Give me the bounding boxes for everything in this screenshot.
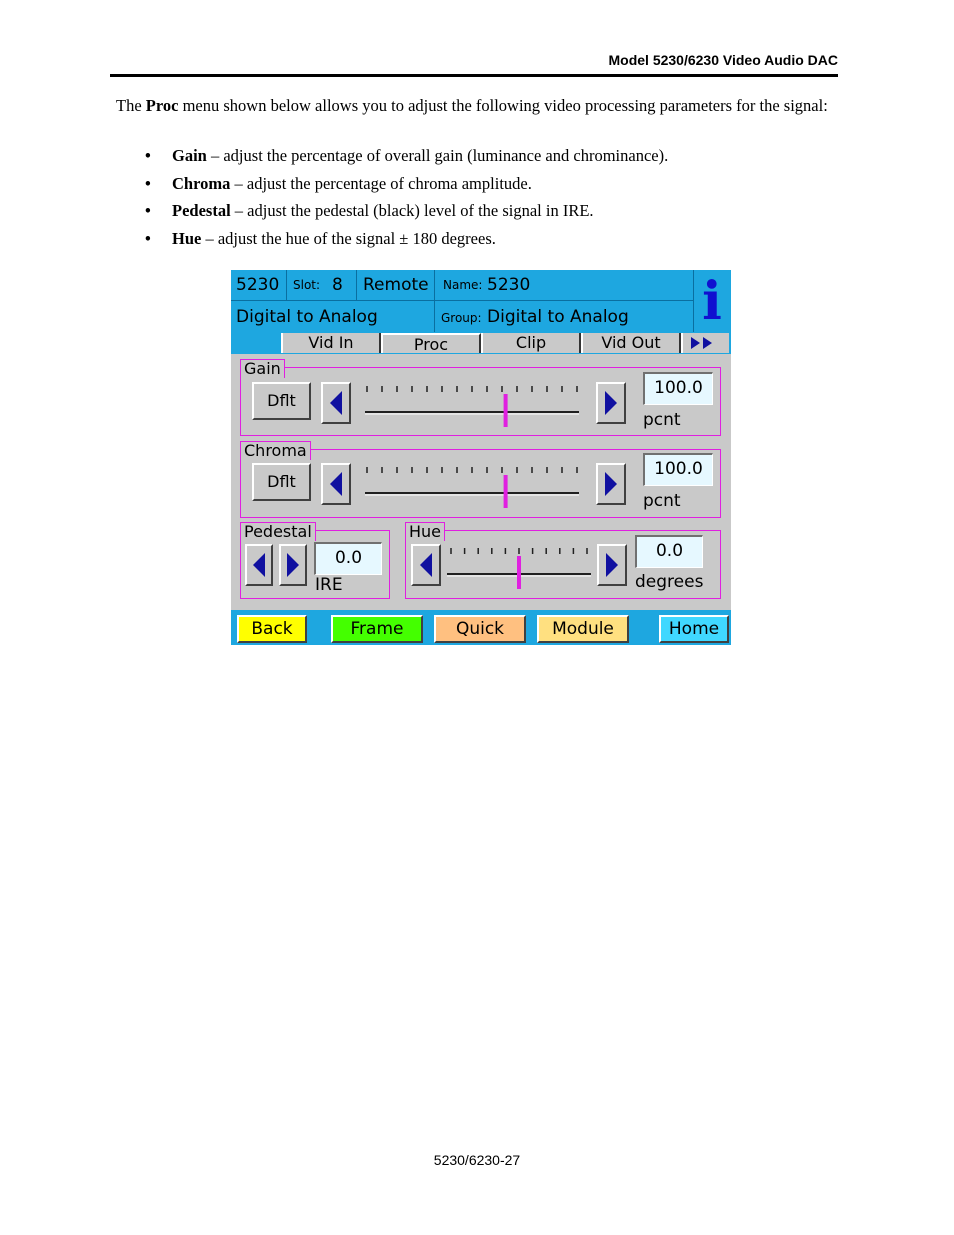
hue-label: Hue (405, 522, 445, 541)
module-description: Digital to Analog (236, 307, 378, 327)
page-number: 5230/6230-27 (433, 1152, 521, 1168)
slot-label: Slot: (293, 278, 321, 292)
gain-default-button[interactable]: Dflt (252, 382, 311, 420)
chroma-decrease-button[interactable] (321, 463, 351, 505)
intro-pre: The (116, 96, 146, 115)
gain-unit: pcnt (643, 410, 681, 430)
parameter-list (145, 145, 668, 255)
list-item: • Gain – adjust the percentage of overall gain (luminance and chrominance). (145, 146, 669, 165)
mode-status: Remote (363, 275, 429, 295)
group-label: Group: (441, 311, 482, 325)
intro-post: menu shown below allows you to adjust the following video processing parameters for the signal: (178, 96, 828, 115)
tab-proc[interactable]: Proc (381, 333, 481, 353)
chroma-default-button[interactable]: Dflt (252, 463, 311, 501)
name-value: 5230 (487, 275, 531, 295)
slider-ticks (451, 548, 587, 554)
arrow-left-icon (329, 471, 343, 497)
gain-value[interactable]: 100.0 (643, 372, 713, 405)
module-button[interactable]: Module (537, 615, 629, 643)
bullet-text: – adjust the pedestal (black) level of the signal in IRE. (230, 201, 594, 220)
quick-button[interactable]: Quick (434, 615, 526, 643)
page-header: Model 5230/6230 Video Audio DAC (110, 52, 838, 77)
tab-vid-in[interactable]: Vid In (281, 333, 381, 353)
pedestal-increase-button[interactable] (279, 544, 307, 586)
chroma-label: Chroma (240, 441, 311, 460)
list-item: • Hue – adjust the hue of the signal ± 180 degrees. (145, 228, 496, 248)
bullet-term: Chroma (172, 173, 231, 193)
arrow-right-icon (605, 552, 619, 578)
intro-bold: Proc (145, 96, 179, 115)
chroma-slider-thumb[interactable] (504, 475, 508, 508)
device-screen (231, 270, 731, 645)
chroma-increase-button[interactable] (596, 463, 626, 505)
bullet-term: Pedestal (172, 201, 231, 220)
group-value: Digital to Analog (487, 307, 629, 327)
gain-slider-thumb[interactable] (504, 394, 508, 427)
arrow-right-icon (604, 390, 618, 416)
info-icon[interactable]: i (702, 271, 722, 332)
tab-vid-out[interactable]: Vid Out (581, 333, 681, 353)
double-chevron-right-icon (689, 336, 715, 350)
arrow-right-icon (604, 471, 618, 497)
hue-increase-button[interactable] (597, 544, 627, 586)
chroma-value[interactable]: 100.0 (643, 453, 713, 486)
hue-value[interactable]: 0.0 (635, 535, 703, 568)
hue-unit: degrees (635, 572, 704, 592)
slider-ticks (367, 467, 577, 473)
slider-ticks (367, 386, 577, 392)
gain-slider[interactable] (359, 382, 585, 428)
name-label: Name: (443, 278, 483, 292)
bullet-term: Gain (172, 146, 207, 165)
tab-clip[interactable]: Clip (481, 333, 581, 353)
bullet-text: – adjust the hue of the signal ± 180 degrees. (201, 228, 496, 248)
model-number: 5230 (236, 275, 280, 295)
pedestal-label: Pedestal (240, 522, 316, 541)
more-tabs-button[interactable] (681, 333, 729, 353)
bullet-text: – adjust the percentage of chroma amplitude. (230, 173, 532, 193)
home-button[interactable]: Home (659, 615, 729, 643)
pedestal-unit: IRE (315, 575, 343, 595)
gain-increase-button[interactable] (596, 382, 626, 424)
frame-button[interactable]: Frame (331, 615, 423, 643)
status-header (231, 270, 731, 332)
intro-paragraph (116, 96, 836, 116)
list-item: • Pedestal – adjust the pedestal (black) level of the signal in IRE. (145, 201, 594, 220)
bullet-term: Hue (172, 228, 202, 248)
arrow-left-icon (419, 552, 433, 578)
footer-nav (231, 610, 731, 645)
hue-slider[interactable] (443, 544, 595, 590)
slot-value: 8 (332, 275, 343, 295)
chroma-slider[interactable] (359, 463, 585, 509)
hue-decrease-button[interactable] (411, 544, 441, 586)
back-button[interactable]: Back (237, 615, 307, 643)
gain-label: Gain (240, 359, 285, 378)
menu-tabs (231, 332, 731, 354)
arrow-left-icon (329, 390, 343, 416)
list-item: • Chroma – adjust the percentage of chroma amplitude. (145, 173, 532, 193)
chroma-unit: pcnt (643, 491, 681, 511)
hue-slider-thumb[interactable] (517, 556, 521, 589)
pedestal-value[interactable]: 0.0 (314, 542, 382, 575)
arrow-right-icon (286, 552, 300, 578)
arrow-left-icon (252, 552, 266, 578)
gain-decrease-button[interactable] (321, 382, 351, 424)
pedestal-decrease-button[interactable] (245, 544, 273, 586)
bullet-text: – adjust the percentage of overall gain (luminance and chrominance). (206, 146, 669, 165)
